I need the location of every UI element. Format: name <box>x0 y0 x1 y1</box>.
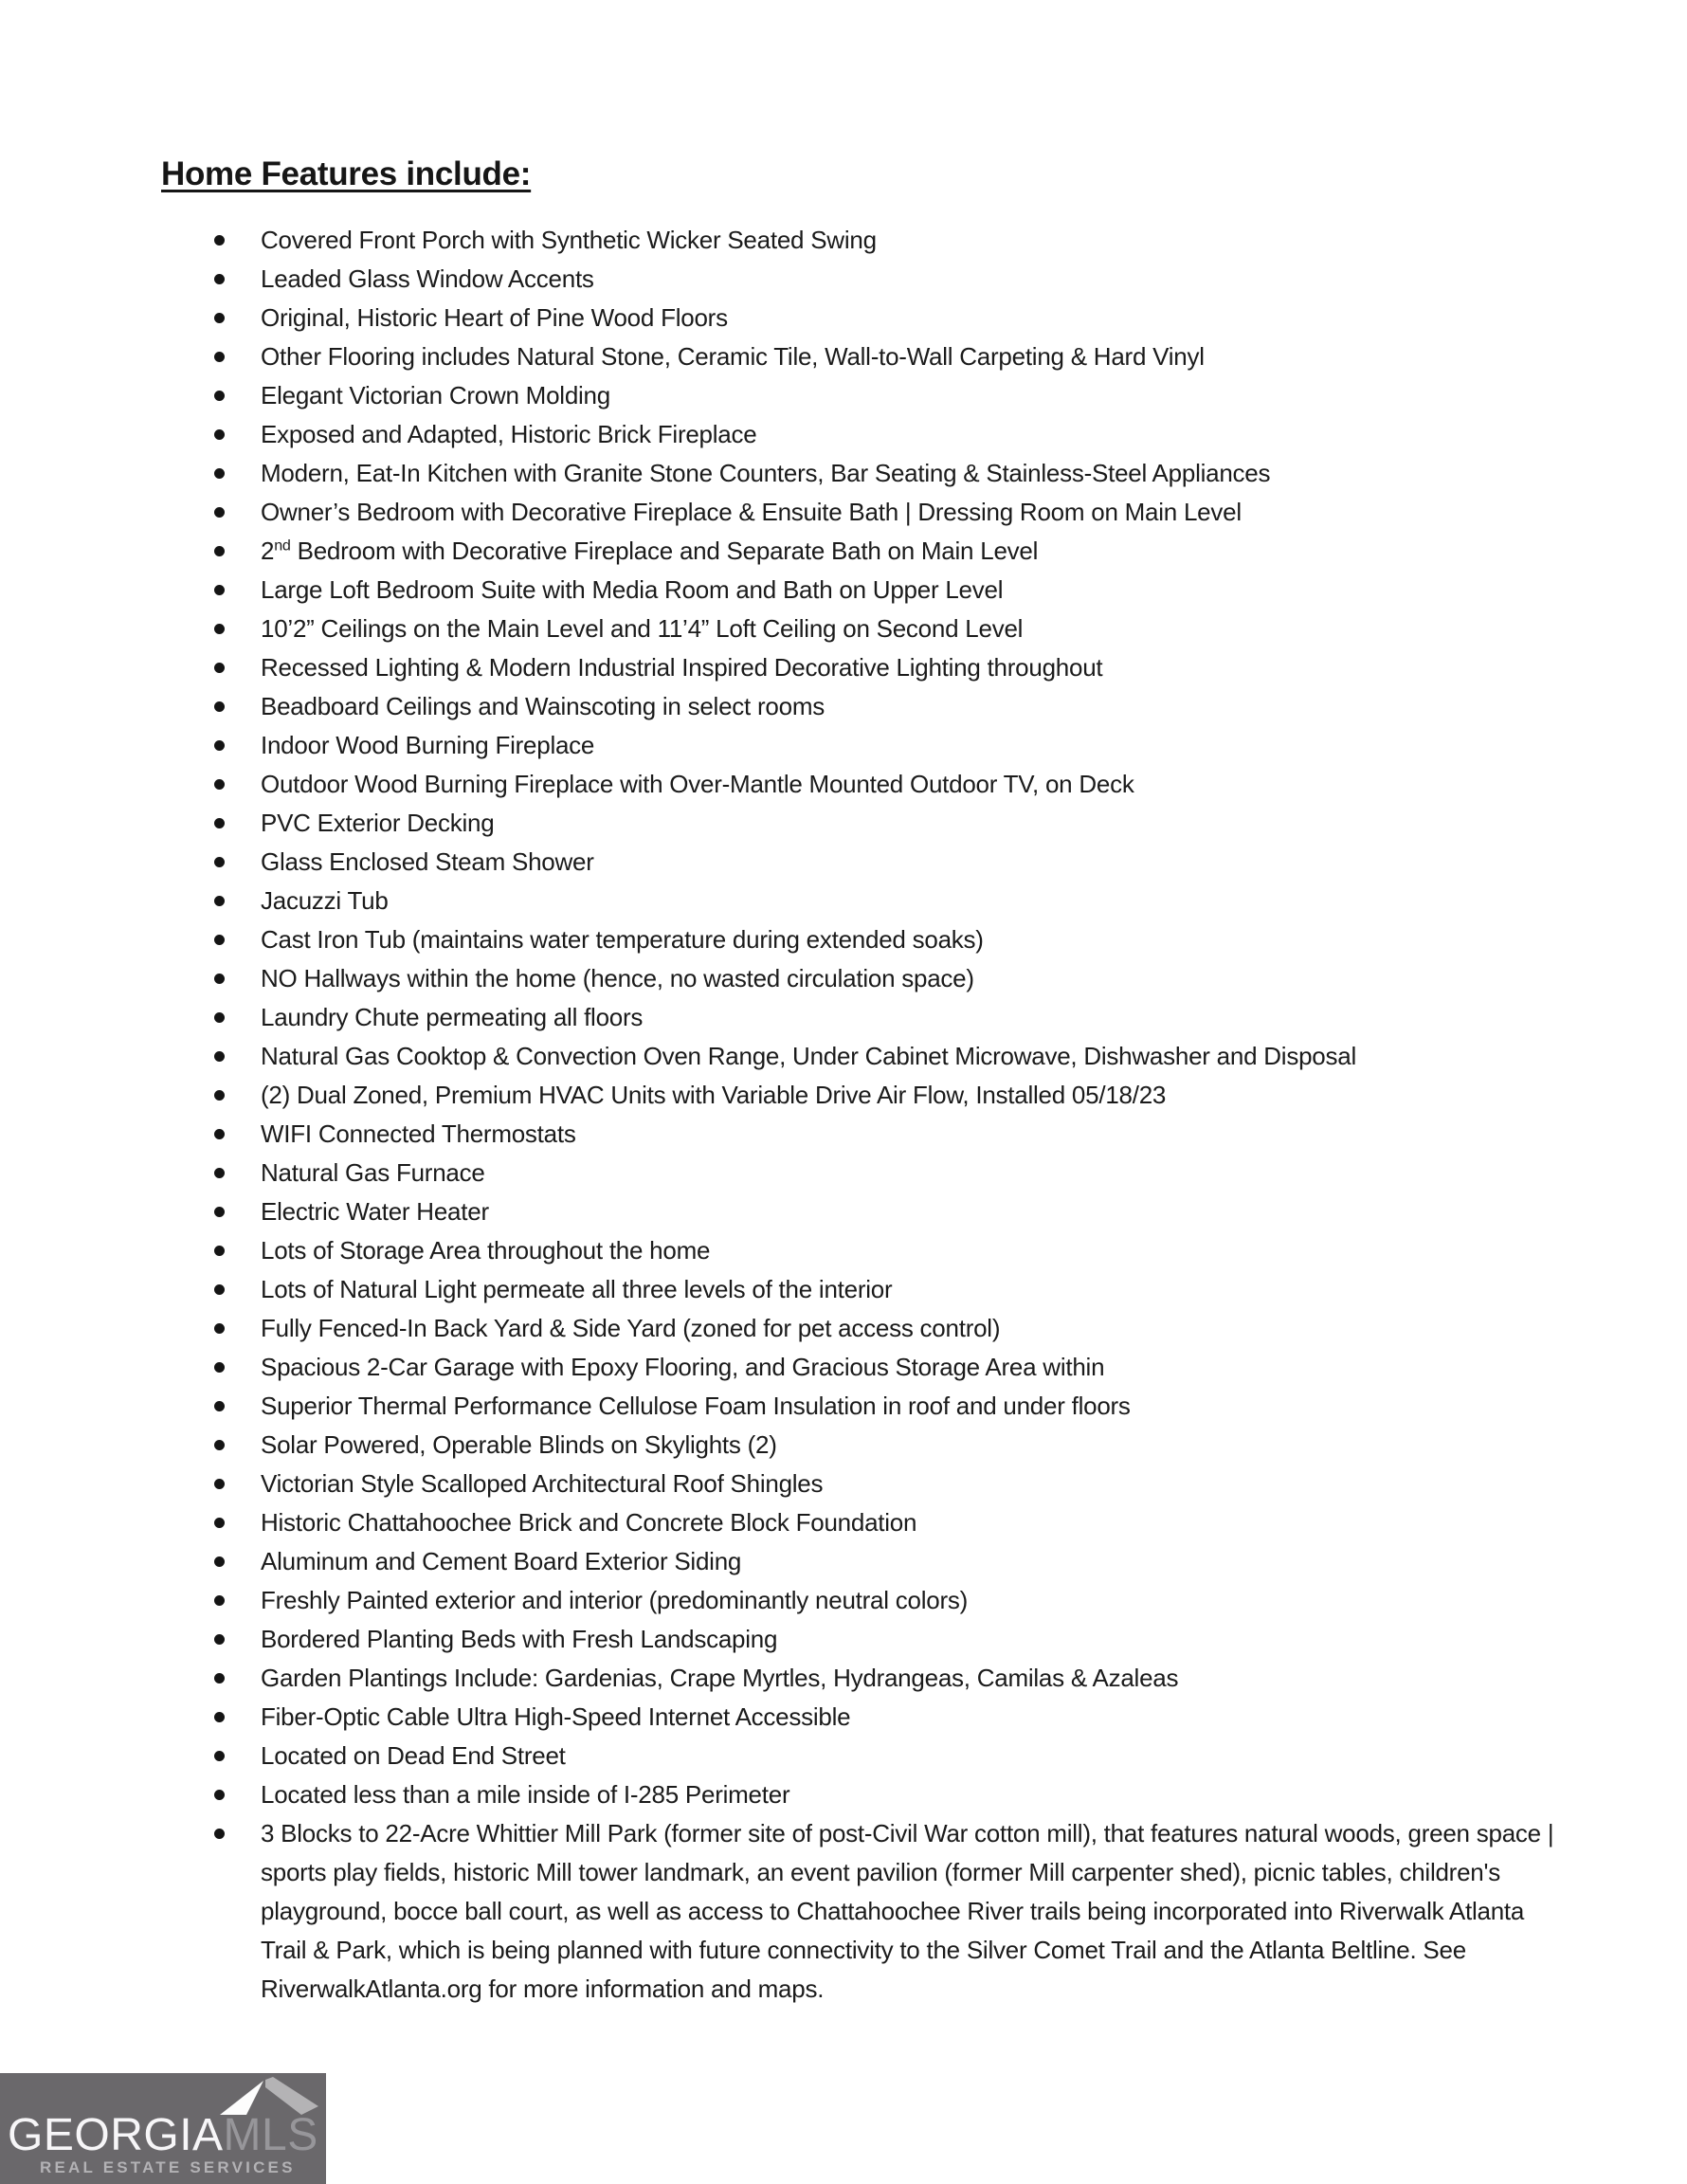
feature-item: Solar Powered, Operable Blinds on Skylights (2) <box>261 1426 1567 1465</box>
feature-item: Cast Iron Tub (maintains water temperature during extended soaks) <box>261 920 1567 959</box>
feature-item: Recessed Lighting & Modern Industrial Inspired Decorative Lighting throughout <box>261 648 1567 687</box>
feature-item: Natural Gas Furnace <box>261 1154 1567 1192</box>
feature-item: Covered Front Porch with Synthetic Wicker Seated Swing <box>261 221 1567 260</box>
feature-item: Jacuzzi Tub <box>261 882 1567 920</box>
roof-icon <box>218 2077 318 2115</box>
feature-item: NO Hallways within the home (hence, no wasted circulation space) <box>261 959 1567 998</box>
feature-item: Owner’s Bedroom with Decorative Fireplace & Ensuite Bath | Dressing Room on Main Level <box>261 493 1567 532</box>
feature-item: Victorian Style Scalloped Architectural Roof Shingles <box>261 1465 1567 1503</box>
feature-item: Electric Water Heater <box>261 1192 1567 1231</box>
feature-item: Exposed and Adapted, Historic Brick Fireplace <box>261 415 1567 454</box>
feature-item: Historic Chattahoochee Brick and Concrete Block Foundation <box>261 1503 1567 1542</box>
feature-item: Natural Gas Cooktop & Convection Oven Range, Under Cabinet Microwave, Dishwasher and Disposal <box>261 1037 1567 1076</box>
feature-item: Large Loft Bedroom Suite with Media Room and Bath on Upper Level <box>261 571 1567 610</box>
feature-item: Lots of Natural Light permeate all three levels of the interior <box>261 1270 1567 1309</box>
feature-item: Laundry Chute permeating all floors <box>261 998 1567 1037</box>
feature-item: Freshly Painted exterior and interior (predominantly neutral colors) <box>261 1581 1567 1620</box>
feature-item: Fiber-Optic Cable Ultra High-Speed Internet Accessible <box>261 1698 1567 1737</box>
feature-item: Bordered Planting Beds with Fresh Landscaping <box>261 1620 1567 1659</box>
feature-item: Superior Thermal Performance Cellulose Foam Insulation in roof and under floors <box>261 1387 1567 1426</box>
feature-item: Aluminum and Cement Board Exterior Siding <box>261 1542 1567 1581</box>
feature-item: Fully Fenced-In Back Yard & Side Yard (zoned for pet access control) <box>261 1309 1567 1348</box>
feature-item: Lots of Storage Area throughout the home <box>261 1231 1567 1270</box>
feature-item: Elegant Victorian Crown Molding <box>261 376 1567 415</box>
feature-item: Original, Historic Heart of Pine Wood Floors <box>261 299 1567 337</box>
feature-item: Outdoor Wood Burning Fireplace with Over-Mantle Mounted Outdoor TV, on Deck <box>261 765 1567 804</box>
feature-item: Leaded Glass Window Accents <box>261 260 1567 299</box>
feature-item: Located less than a mile inside of I-285 Perimeter <box>261 1775 1567 1814</box>
feature-item: 10’2” Ceilings on the Main Level and 11’4” Loft Ceiling on Second Level <box>261 610 1567 648</box>
feature-item: Garden Plantings Include: Gardenias, Crape Myrtles, Hydrangeas, Camilas & Azaleas <box>261 1659 1567 1698</box>
feature-item: WIFI Connected Thermostats <box>261 1115 1567 1154</box>
brand-secondary-text: MLS <box>223 2110 318 2160</box>
feature-item: Indoor Wood Burning Fireplace <box>261 726 1567 765</box>
feature-item: Other Flooring includes Natural Stone, Ceramic Tile, Wall-to-Wall Carpeting & Hard Vinyl <box>261 337 1567 376</box>
brand-tagline: REAL ESTATE SERVICES <box>40 2158 296 2176</box>
feature-item: Spacious 2-Car Garage with Epoxy Flooring, and Gracious Storage Area within <box>261 1348 1567 1387</box>
brand-logo <box>0 2073 326 2184</box>
feature-item: (2) Dual Zoned, Premium HVAC Units with Variable Drive Air Flow, Installed 05/18/23 <box>261 1076 1567 1115</box>
feature-item: PVC Exterior Decking <box>261 804 1567 843</box>
brand-primary-text: GEORGIA <box>8 2110 224 2160</box>
feature-item: Beadboard Ceilings and Wainscoting in select rooms <box>261 687 1567 726</box>
feature-item: 3 Blocks to 22-Acre Whittier Mill Park (former site of post-Civil War cotton mill), that features natural woods, green space | sports play fields, historic Mill tower landmark, an event pavilion (former Mill carpenter shed), picnic tables, children's playground, bocce ball court, as well as access to Chattahoochee River trails being incorporated into Riverwalk Atlanta Trail & Park, which is being planned with future connectivity to the Silver Comet Trail and the Atlanta Beltline. See RiverwalkAtlanta.org for more information and maps. <box>261 1814 1567 2009</box>
feature-item: 2nd Bedroom with Decorative Fireplace and Separate Bath on Main Level <box>261 532 1567 571</box>
feature-item: Modern, Eat-In Kitchen with Granite Stone Counters, Bar Seating & Stainless-Steel Appliances <box>261 454 1567 493</box>
page-title: Home Features include: <box>161 155 532 192</box>
feature-item: Glass Enclosed Steam Shower <box>261 843 1567 882</box>
features-list <box>261 221 1567 2009</box>
brand-wordmark <box>8 2110 318 2160</box>
feature-item: Located on Dead End Street <box>261 1737 1567 1775</box>
